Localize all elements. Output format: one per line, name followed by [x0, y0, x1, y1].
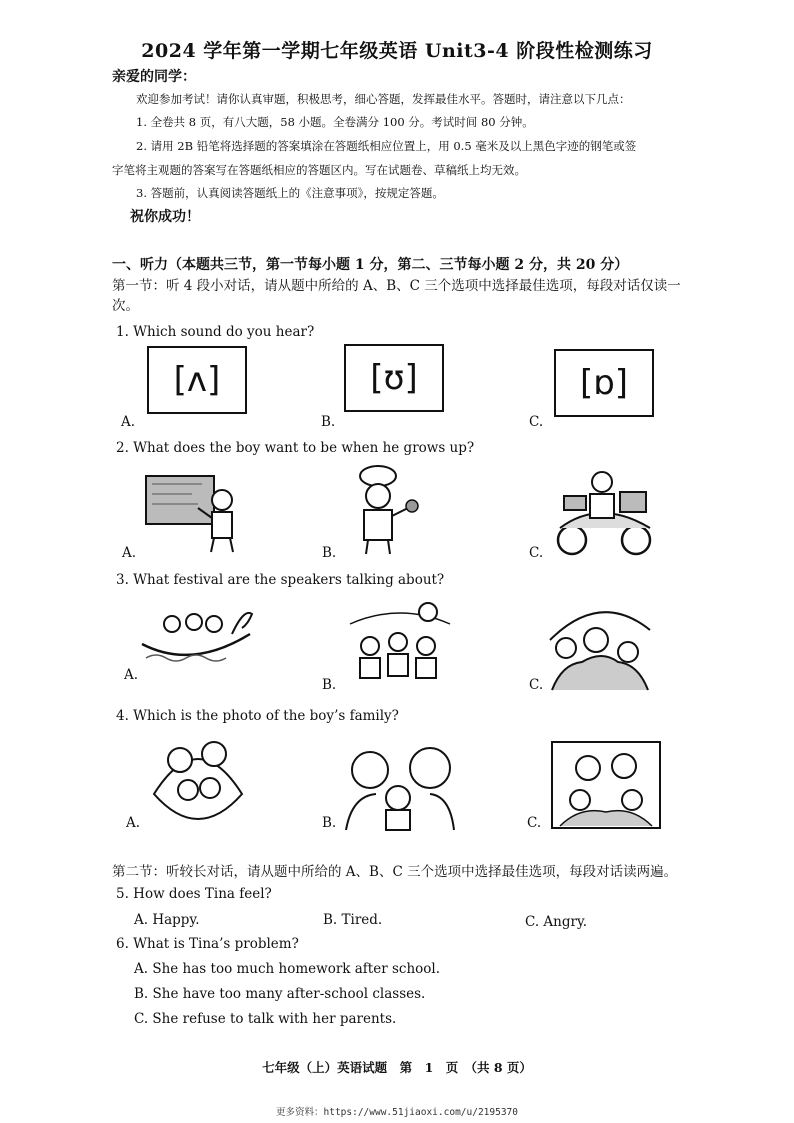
notice-line: 2. 请用 2B 铅笔将选择题的答案填涂在答题纸相应位置上，用 0.5 毫米及以上黑色字迹的钢笔或签: [136, 139, 637, 153]
notice-line: 字笔将主观题的答案写在答题纸相应的答题区内。写在试题卷、草稿纸上均无效。: [112, 163, 526, 177]
section-heading: 一、听力（本题共三节，第一节每小题 1 分，第二、三节每小题 2 分，共 20 分）: [112, 257, 629, 273]
option-b-label: B.: [321, 414, 336, 430]
option-c: C. She refuse to talk with her parents.: [134, 1011, 397, 1027]
family-three-icon: [340, 740, 460, 832]
chef-icon: [348, 464, 428, 556]
phonetic-box-b: [344, 344, 444, 412]
option-a-label: A.: [126, 815, 141, 831]
option-b-label: B.: [322, 545, 337, 561]
notice-line: 1. 全卷共 8 页，有八大题，58 小题。全卷满分 100 分。考试时间 80 分钟。: [136, 115, 534, 129]
option-c-label: C.: [527, 815, 542, 831]
option-c: C. Angry.: [525, 914, 588, 930]
option-a-label: A.: [124, 667, 139, 683]
question-3: 3. What festival are the speakers talking about?: [116, 572, 445, 588]
page-footer: 七年级（上）英语试题 第 1 页 （共 8 页）: [262, 1060, 532, 1075]
instruction-line: 次。: [112, 298, 139, 314]
question-6: 6. What is Tina’s problem?: [116, 936, 299, 952]
notice-line: 3. 答题前，认真阅读答题纸上的《注意事项》，按规定答题。: [136, 186, 444, 200]
question-1: 1. Which sound do you hear?: [116, 324, 315, 340]
teacher-icon: [142, 470, 252, 555]
question-4: 4. Which is the photo of the boy’s family?: [116, 708, 399, 724]
option-b: B. She have too many after-school classes.: [134, 986, 426, 1002]
phonetic-symbol: [ʌ]: [173, 360, 221, 400]
option-a-label: A.: [121, 414, 136, 430]
phonetic-box-a: [147, 346, 247, 414]
option-b: B. Tired.: [323, 912, 383, 928]
question-2: 2. What does the boy want to be when he grows up?: [116, 440, 475, 456]
greeting: 亲爱的同学：: [112, 69, 196, 85]
part1-instructions: [112, 276, 732, 316]
source-link: 更多资料：https://www.51jiaoxi.com/u/2195370: [276, 1107, 518, 1118]
instruction-line: 第一节：听 4 段小对话，请从题中所给的 A、B、C 三个选项中选择最佳选项，每段对话仅读一: [112, 278, 681, 294]
phonetic-symbol: [ɒ]: [579, 363, 629, 403]
phonetic-box-c: [554, 349, 654, 417]
wish-text: 祝你成功！: [130, 209, 200, 225]
option-a: A. She has too much homework after school.: [134, 961, 441, 977]
option-c-label: C.: [529, 677, 544, 693]
page-title: 2024 学年第一学期七年级英语 Unit3-4 阶段性检测练习: [141, 40, 653, 62]
option-b-label: B.: [322, 677, 337, 693]
party-children-icon: [346, 602, 454, 690]
option-c-label: C.: [529, 414, 544, 430]
option-a: A. Happy.: [134, 912, 200, 928]
family-reunion-icon: [540, 600, 660, 692]
family-hug-icon: [148, 734, 248, 826]
part2-instructions: 第二节：听较长对话，请从题中所给的 A、B、C 三个选项中选择最佳选项，每段对话读两遍。: [112, 864, 678, 880]
option-b-label: B.: [322, 815, 337, 831]
option-a-label: A.: [122, 545, 137, 561]
phonetic-symbol: [ʊ]: [370, 358, 418, 398]
delivery-rider-icon: [550, 466, 660, 558]
question-5: 5. How does Tina feel?: [116, 886, 272, 902]
notice-line: 欢迎参加考试！请你认真审题，积极思考，细心答题，发挥最佳水平。答题时，请注意以下几点：: [136, 92, 631, 106]
option-c-label: C.: [529, 545, 544, 561]
family-four-icon: [550, 740, 664, 832]
dragon-boat-icon: [138, 600, 256, 670]
